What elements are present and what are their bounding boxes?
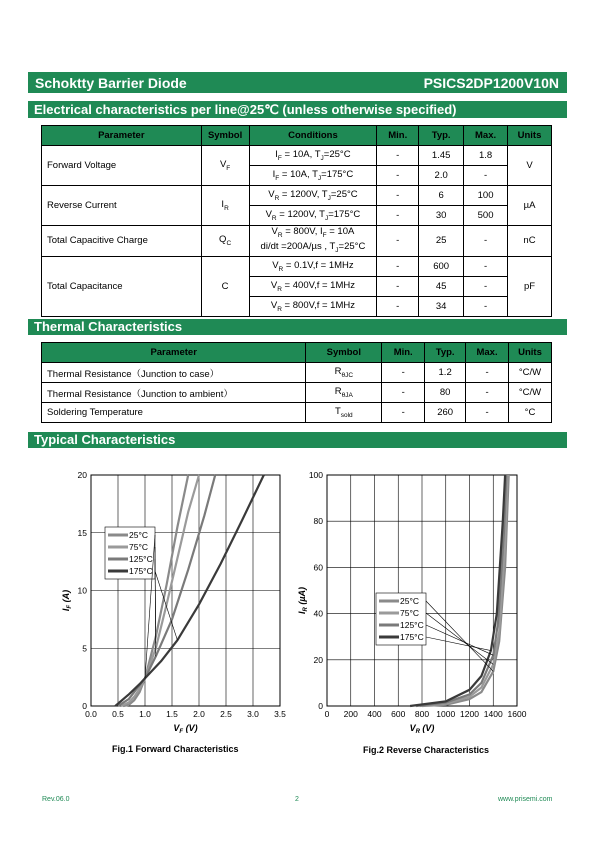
- unit: °C: [509, 403, 552, 423]
- unit: °C/W: [509, 363, 552, 383]
- min-value: -: [382, 383, 425, 403]
- col-max: Max.: [466, 343, 509, 363]
- part-number: PSICS2DP1200V10N: [423, 75, 559, 91]
- header-bar: [28, 72, 567, 93]
- col-symbol: Symbol: [306, 343, 382, 363]
- typ-value: 34: [419, 296, 464, 316]
- y-tick-label: 0: [318, 701, 323, 711]
- x-tick-label: 1000: [436, 709, 456, 719]
- param-reverse-current: Reverse Current: [42, 186, 202, 226]
- condition: $I_F = 10A$, $T_J=25^\circ C$: [249, 146, 377, 166]
- legend-label: 125°C: [129, 554, 153, 564]
- condition: $V_R = 800V$, $I_F = 10A$ di/dt =200A/µs , $T_J=25^\circ C$: [249, 226, 377, 257]
- param-forward-voltage: Forward Voltage: [42, 146, 202, 186]
- col-parameter: Parameter: [42, 343, 306, 363]
- param-total-capacitance: Total Capacitance: [42, 256, 202, 316]
- fig1-caption: Fig.1 Forward Characteristics: [112, 744, 239, 754]
- typ-value: 25: [419, 226, 464, 257]
- min-value: -: [377, 206, 419, 226]
- condition: $V_R = 400V,f = 1MHz$: [249, 276, 377, 296]
- unit: pF: [508, 256, 552, 316]
- col-max: Max.: [464, 126, 508, 146]
- x-tick-label: 2.0: [193, 709, 205, 719]
- col-units: Units: [508, 126, 552, 146]
- min-value: -: [382, 403, 425, 423]
- y-tick-label: 100: [308, 470, 323, 480]
- col-symbol: Symbol: [201, 126, 249, 146]
- symbol-ir: $I_R$: [201, 186, 249, 226]
- page-number: 2: [295, 796, 299, 803]
- max-value: -: [466, 403, 509, 423]
- typ-value: 1.2: [425, 363, 466, 383]
- max-value: 1.8: [464, 146, 508, 166]
- symbol-qc: $Q_C$: [201, 226, 249, 257]
- y-tick-label: 20: [313, 654, 323, 665]
- unit: nC: [508, 226, 552, 257]
- param: Soldering Temperature: [42, 403, 306, 423]
- max-value: -: [464, 276, 508, 296]
- max-value: -: [464, 226, 508, 257]
- y-tick-label: 0: [82, 701, 87, 711]
- y-tick-label: 40: [313, 608, 323, 619]
- symbol-c: C: [201, 256, 249, 316]
- y-tick-label: 60: [313, 562, 323, 573]
- typ-value: 45: [419, 276, 464, 296]
- typ-value: 80: [425, 383, 466, 403]
- x-tick-label: 0.5: [112, 709, 124, 719]
- legend-label: 125°C: [400, 620, 424, 630]
- x-tick-label: 600: [391, 709, 406, 719]
- x-tick-label: 1200: [460, 709, 479, 719]
- param-capacitive-charge: Total Capacitive Charge: [42, 226, 202, 257]
- min-value: -: [377, 166, 419, 186]
- min-value: -: [377, 296, 419, 316]
- col-units: Units: [509, 343, 552, 363]
- section-electrical-title: Electrical characteristics per line@25℃ (unless otherwise specified): [28, 101, 567, 118]
- legend-label: 75°C: [400, 608, 419, 618]
- table-row: [42, 146, 552, 166]
- y-tick-label: 10: [77, 585, 87, 596]
- max-value: -: [466, 383, 509, 403]
- y-tick-label: 15: [77, 527, 87, 538]
- legend-label: 75°C: [129, 542, 148, 552]
- max-value: 500: [464, 206, 508, 226]
- col-parameter: Parameter: [42, 126, 202, 146]
- table-row: [42, 403, 552, 423]
- typ-value: 600: [419, 256, 464, 276]
- condition: $V_R = 1200V$, $T_J=25^\circ C$: [249, 186, 377, 206]
- max-value: -: [464, 166, 508, 186]
- x-tick-label: 400: [367, 709, 382, 719]
- col-min: Min.: [382, 343, 425, 363]
- typ-value: 1.45: [419, 146, 464, 166]
- symbol: $R_{\theta JC}$: [306, 363, 382, 383]
- legend-label: 175°C: [129, 566, 153, 576]
- x-tick-label: 2.5: [220, 709, 232, 719]
- unit: V: [508, 146, 552, 186]
- forward-characteristics-chart: [50, 465, 295, 735]
- min-value: -: [377, 256, 419, 276]
- col-typ: Typ.: [419, 126, 464, 146]
- min-value: -: [377, 146, 419, 166]
- x-tick-label: 1.0: [139, 709, 151, 719]
- x-axis-label: $V_R$ (V): [409, 723, 435, 735]
- table-row: [42, 226, 552, 257]
- condition: $V_R = 1200V$, $T_J=175^\circ C$: [249, 206, 377, 226]
- max-value: -: [466, 363, 509, 383]
- param: Thermal Resistance（Junction to ambient）: [42, 383, 306, 403]
- x-tick-label: 1400: [483, 709, 503, 719]
- section-typical-title: Typical Characteristics: [28, 432, 567, 448]
- typ-value: 6: [419, 186, 464, 206]
- revision: Rev.06.0: [42, 796, 70, 803]
- condition: $V_R = 0.1V,f = 1MHz$: [249, 256, 377, 276]
- electrical-table: [41, 125, 552, 317]
- x-tick-label: 0.0: [85, 709, 97, 719]
- typ-value: 30: [419, 206, 464, 226]
- min-value: -: [377, 186, 419, 206]
- col-min: Min.: [377, 126, 419, 146]
- col-conditions: Conditions: [249, 126, 377, 146]
- x-tick-label: 0: [324, 709, 330, 719]
- x-tick-label: 200: [343, 709, 358, 719]
- thermal-table: [41, 342, 552, 423]
- max-value: -: [464, 296, 508, 316]
- col-typ: Typ.: [425, 343, 466, 363]
- product-type: Schoktty Barrier Diode: [35, 75, 187, 91]
- section-thermal-title: Thermal Characteristics: [28, 319, 567, 335]
- max-value: -: [464, 256, 508, 276]
- y-axis-label: $I_R$ (µA): [297, 586, 309, 615]
- symbol: $T_{sold}$: [306, 403, 382, 423]
- legend-label: 25°C: [129, 530, 148, 540]
- y-tick-label: 80: [313, 516, 323, 527]
- symbol: $R_{\theta JA}$: [306, 383, 382, 403]
- max-value: 100: [464, 186, 508, 206]
- x-tick-label: 1600: [507, 709, 527, 719]
- param: Thermal Resistance（Junction to case）: [42, 363, 306, 383]
- min-value: -: [382, 363, 425, 383]
- condition: $I_F = 10A$, $T_J=175^\circ C$: [249, 166, 377, 186]
- legend-label: 175°C: [400, 632, 424, 642]
- fig2-caption: Fig.2 Reverse Characteristics: [363, 745, 490, 755]
- table-row: [42, 186, 552, 206]
- min-value: -: [377, 276, 419, 296]
- reverse-characteristics-chart: [290, 465, 535, 735]
- symbol-vf: $V_F$: [201, 146, 249, 186]
- y-tick-label: 20: [77, 470, 87, 480]
- table-row: [42, 256, 552, 276]
- x-tick-label: 3.5: [274, 709, 286, 719]
- y-axis-label: $I_F$ (A): [61, 589, 73, 612]
- table-row: [42, 363, 552, 383]
- unit: °C/W: [509, 383, 552, 403]
- x-axis-label: $V_F$ (V): [173, 723, 198, 735]
- y-tick-label: 5: [82, 643, 87, 654]
- x-tick-label: 1.5: [166, 709, 178, 719]
- unit: µA: [508, 186, 552, 226]
- condition: $V_R = 800V,f = 1MHz$: [249, 296, 377, 316]
- x-tick-label: 800: [414, 709, 430, 719]
- legend-label: 25°C: [400, 596, 419, 606]
- x-tick-label: 3.0: [247, 709, 259, 719]
- typ-value: 260: [425, 403, 466, 423]
- typ-value: 2.0: [419, 166, 464, 186]
- website: www.prisemi.com: [498, 796, 553, 803]
- table-row: [42, 383, 552, 403]
- min-value: -: [377, 226, 419, 257]
